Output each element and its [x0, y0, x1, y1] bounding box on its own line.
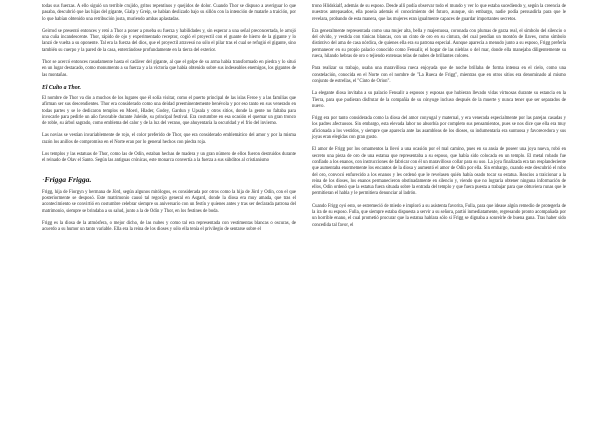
paragraph: Geirrod se presentó entonces y retó a Thor a poner a prueba su fuerza y habilidades y, sin esperar a una señal preconcertada, le arrojó una cuña incandescente. Thor, rápido de ojo y experimentado receptor, cogió el proyectil con el guante de hierro de la gigante y lo lanzó de vuelta a su oponente. Tal era la fuerza del dios, que el proyectil atravesó no sólo el pilar tras el cual se refugió el gigante, sino también su cuerpo y la pared de la casa, enterrándose profundamente en la tierra del exterior.	[42, 28, 296, 53]
right-column	[312, 4, 566, 235]
paragraph: El amor de Frigg por los ornamentos la llevó a una ocasión por el mal camino, pues en su ansia de poseer una joya nueva, robó en secreto una pieza de oro de una estatua que representaba a su esposo, que había sido colocada en un templo. El metal robado fue confiado a los enanos, con instrucciones de fabricar con él un maravilloso collar para su uso. La joya finalizada era tan resplandeciente que aumentaba enormemente los encantos de la diosa y aumentó el amor de Odín por ella. Sin embargo, cuando este descubrió el robo del oro, convocó enfurecido a los enanos y les ordenó que le revelasen quién había osado tocar su estatua. Reacios a traicionar a la reina de los dioses, los enanos permanecieron obstinadamente en silencio y, viendo que no lograría obtener ninguna información de ellos, Odín ordenó que la estatua fuera situada sobre la entrada del templo y que fuera puesta a trabajar para que obtuviera runas que le permitieran el habla y le permitiera denunciar al ladrón.	[312, 147, 566, 197]
paragraph: La elegante diosa invitaba a su palacio Fensalir a esposos y esposas que hubieran llevado vidas virtuosas durante su estancia en la Tierra, para que pudieran disfrutar de la compañía de su cónyuge incluso después de la muerte y nunca tener que ser separados de nuevo.	[312, 91, 566, 109]
left-column	[42, 4, 296, 239]
paragraph: Frigg es la diosa de la atmósfera, o mejor dicho, de las nubes y como tal era representada con vestimentas blancas o oscuras, de acuerdo a su humor un tanto variable. Ella era la reina de los dioses y sólo ella tenía el privilegio de sentarse sobre el	[42, 220, 296, 233]
paragraph: Frigg, hija de Fiorgyn y hermana de Jörd, según algunos mitólogos, es considerada por otros como la hija de Jörd y Odín, con el que posteriormente se desposó. Este matrimonio causó tal regocijo general en Asgard, donde la diosa era muy amada, que tras el acontecimiento se convirtió en costumbre celebrar siempre su aniversario con un festín y quienes antes y tras ser declarada patrona del matrimonio, siempre se brindaba a su salud, junto a la de Odín y Thor, en los festines de boda.	[42, 189, 296, 214]
section-heading-culto-a-thor: El Culto a Thor.	[42, 84, 81, 91]
section-heading-frigga-text: Frigga Frigga.	[44, 174, 92, 184]
paragraph: Las novias se vestían invariablemente de rojo, el color preferido de Thor, que era considerado emblemático del amor y por la misma razón los anillos de compromiso en el Norte eran por lo general hechos con piedra roja.	[42, 133, 296, 145]
paragraph: Cuando Frigg oyó esto, se estremeció de miedo e imploró a su asistenta favorita, Fulla, para que idease algún remedio de protegerla de la ira de su esposo. Fulla, que siempre estaba dispuesta a servir a su señora, partió inmediatamente, regresando pronto acompañada por un horrible enano, el cual prometió procurar que la estatua hablara sólo si Frigg se dignaba a sonreírle de buena gana. Tras haber sido concedida tal favor, el	[312, 203, 566, 228]
paragraph: El nombre de Thor va dio a muchos de los lugares que él solía visitar, como el puerto principal de las islas Feroe y a las familias que afirman ser sus descendientes. Thor era considerado como una deidad preeminentemente benévola y por eso tanto en sus venerado en todas partes y se le dedicaron templos en Moeri, Hlader, Godey, Gardun y Upsala y otros sitios, donde la gente no faltaba para invocarle para pedirle un año favorable durante Juleide, su principal festival. Era costumbre en esa ocasión el quemar un gran tronco de roble, su árbol sagrado, como emblema del calor y de la luz del verano, que ahuyentaría la oscuridad y el frío del invierno.	[42, 95, 296, 127]
paragraph: Frigg era por tanto considerada como la diosa del amor conyugal y maternal, y era venerada especialmente por las parejas casadas y los padres afectuosos. Sin embargo, esta elevada labor no absorbía por completo sus pensamientos, pues se nos dice que ella era muy aficionada a los vestidos, y siempre que aparecía ante las asambleas de los dioses, su indumentaria era suntuosa y favorecedora y sus joyas eran elegidas con gran gusto.	[312, 116, 566, 141]
paragraph: Thor se acercó entonces rasudamente hasta el cadáver del gigante, al que el golpe de su arma había transformado en piedra y lo situó en un lugar destacado, como monumento a su fuerza y a la victoria que había obtenido sobre sus indeseables enemigos, los gigantes de las montañas.	[42, 60, 296, 78]
paragraph: Era generalmente representada como una mujer alta, bella y majestuosa, coronada con plumas de garza real, el símbolo del silencio o del olvido, y vestida con túnicas blancas, con un cinto de oro en su cintura, del cual pendían un montón de llaves, como símbolo distintivo del ama de casa nórdica, de quienes ella era su patrona especial. Aunque aparecía a menudo junto a su esposo, Frigg prefería permanecer en su propio palacio conocido como Fensalir, el hogar de las nieblas o del mar, donde ella manejaba diligentemente su rueca, hilando hebras de oro o tejiendo extensas telas de nubes de brillantes colores.	[312, 28, 566, 60]
section-heading-frigga	[42, 175, 296, 184]
paragraph: Para realizar su trabajo, usaba una maravillosa rueca enjoyada que de noche brillaba de forma intensa en el cielo, como una constelación, conocida en el Norte con el nombre de "La Rueca de Frigg", mientras que en otros sitios era denominado al mismo conjunto de estrellas, el "Cinto de Orion".	[312, 66, 566, 84]
paragraph: trono Hlidskialf, además de su esposo. Desde allí podía observar todo el mundo y ver lo que estaba sucediendo y, según la creencia de nuestros antepasados, ella poseía además el conocimiento del futuro, aunque, sin embargo, nadie podía persuadirla para que le revelara, probando de esta manera, que las mujeres eran igualmente capaces de guardar importantes secretos.	[312, 4, 566, 22]
paragraph: Los templos y las estatuas de Thor, como las de Odín, estaban hechas de madera y un gran número de ellos fueron destruidos durante el reinado de Olav el Santo. Según las antiguas crónicas, este monarca convertía a la fuerza a sus súbditos al cristianismo	[42, 152, 296, 164]
heading-ornament: ·	[42, 174, 45, 184]
paragraph: todas sus fuerzas. A ello siguió un terrible crujido, gritos repentinos y quejidos de dolor. Cuando Thor se dispuso a averiguar lo que pasaba, descubrió que las hijas del gigante, Gialp y Greip, se habían deslizado bajo su sillón con la intención de matarle a traición, por lo que habían obtenido una retribución justa, muriendo ambas aplastadas.	[42, 4, 296, 22]
